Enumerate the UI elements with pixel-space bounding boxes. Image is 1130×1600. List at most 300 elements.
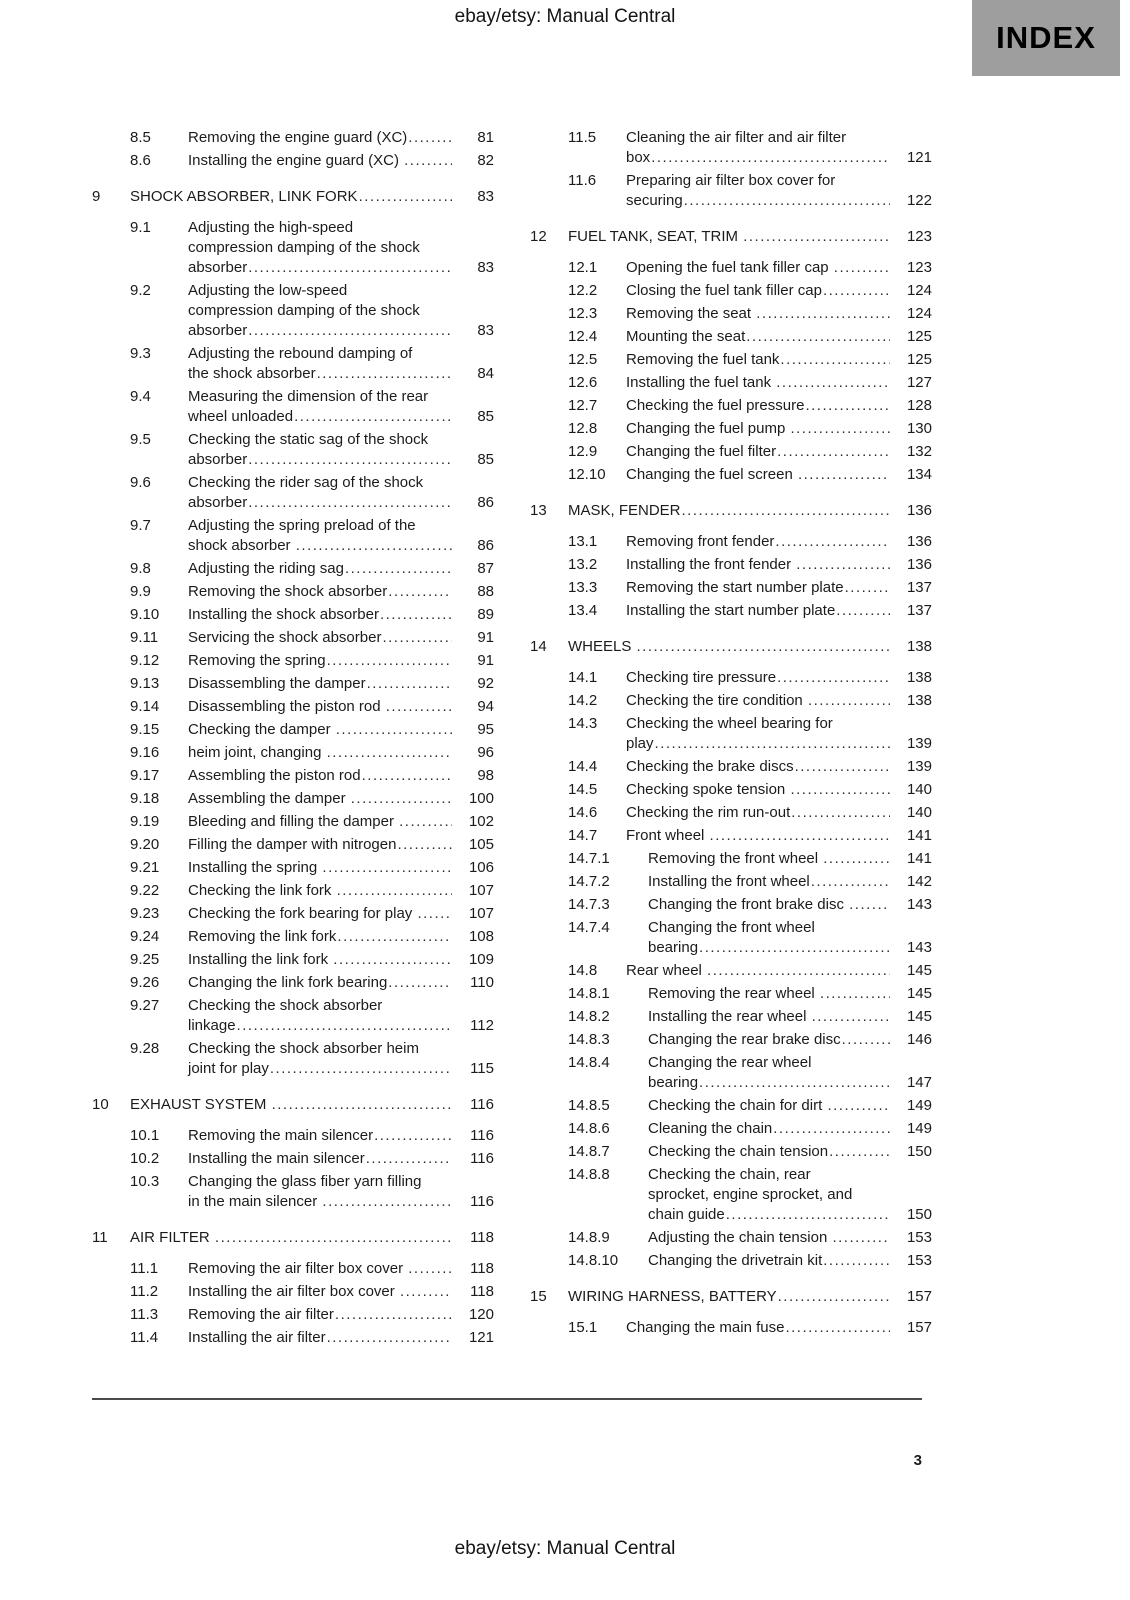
dot-leader-icon (755, 304, 890, 324)
toc-title-text: Installing the main silencer (188, 1150, 365, 1167)
toc-entry-number: 13 (530, 502, 547, 519)
toc-chapter-row (92, 1095, 494, 1115)
toc-entry-number: 14.8.8 (568, 1166, 610, 1183)
toc-entry-row (568, 714, 932, 754)
toc-title-text: Removing the link fork (188, 928, 337, 945)
toc-title-text: Changing the main fuse (626, 1319, 785, 1336)
toc-entry-title (130, 1228, 452, 1248)
toc-title-line (568, 501, 890, 521)
dot-leader-icon (784, 1318, 890, 1338)
toc-title-text: Installing the fuel tank (626, 374, 776, 391)
toc-entry-row (568, 1318, 932, 1338)
toc-title-line: Changing the rear wheel (648, 1054, 812, 1071)
toc-entry-number: 12.6 (568, 374, 598, 391)
toc-title-line (130, 187, 452, 207)
toc-title-text: Changing the fuel filter (626, 443, 777, 460)
dot-leader-icon (321, 858, 452, 878)
toc-entry-page: 125 (906, 328, 932, 345)
toc-title-line (188, 1126, 452, 1146)
toc-title-text: box (626, 149, 651, 166)
table-of-contents (92, 128, 932, 1351)
toc-entry-page: 136 (906, 502, 932, 519)
toc-chapter-row (530, 501, 932, 521)
toc-title-line (568, 227, 890, 247)
toc-entry-title (648, 984, 890, 1004)
toc-title-line: Adjusting the spring preload of the (188, 517, 416, 534)
toc-entry-number: 9.4 (130, 388, 151, 405)
dot-leader-icon (742, 227, 890, 247)
toc-entry-number: 14.2 (568, 692, 598, 709)
toc-title-text: Installing the spring (188, 859, 322, 876)
toc-title-line (188, 258, 452, 278)
toc-entry-number: 14.8.10 (568, 1252, 619, 1269)
toc-entry-page: 150 (906, 1143, 932, 1160)
toc-entry-row (568, 1142, 932, 1162)
toc-entry-title (626, 396, 890, 416)
toc-entry-title (648, 1228, 890, 1248)
dot-leader-icon (774, 532, 890, 552)
toc-entry-page: 116 (470, 1150, 494, 1167)
toc-entry-number: 9.1 (130, 219, 151, 236)
toc-entry-row (568, 578, 932, 598)
toc-entry-row (130, 950, 494, 970)
toc-title-line (648, 1119, 890, 1139)
toc-entry-number: 9.15 (130, 721, 160, 738)
toc-title-line (626, 780, 890, 800)
dot-leader-icon (344, 559, 452, 579)
dot-leader-icon (293, 407, 452, 427)
dot-leader-icon (399, 1282, 452, 1302)
toc-entry-title (188, 927, 452, 947)
dot-leader-icon (810, 872, 890, 892)
toc-title-line (626, 757, 890, 777)
toc-entry-number: 9.9 (130, 583, 151, 600)
toc-entry-title (648, 918, 890, 958)
toc-entry-title (188, 1126, 452, 1146)
dot-leader-icon (271, 1095, 452, 1115)
toc-entry-number: 11 (92, 1229, 108, 1246)
toc-entry-row (568, 1096, 932, 1116)
toc-entry-page: 124 (906, 282, 932, 299)
toc-entry-title (188, 904, 452, 924)
toc-entry-title (568, 501, 890, 521)
dot-leader-icon (403, 151, 452, 171)
toc-title-line (188, 720, 452, 740)
toc-title-text: securing (626, 192, 683, 209)
toc-entry-row (568, 327, 932, 347)
dot-leader-icon (326, 1328, 452, 1348)
toc-entry-page: 121 (906, 149, 932, 166)
toc-entry-number: 9.27 (130, 997, 160, 1014)
toc-chapter-row (530, 637, 932, 657)
toc-title-line (648, 1073, 890, 1093)
dot-leader-icon (387, 582, 452, 602)
dot-leader-icon (236, 1016, 452, 1036)
dot-leader-icon (698, 1073, 890, 1093)
toc-title-line (648, 938, 890, 958)
toc-title-line: Adjusting the high-speed (188, 219, 354, 236)
toc-entry-row (130, 651, 494, 671)
toc-entry-number: 14.8.5 (568, 1097, 610, 1114)
toc-entry-page: 140 (906, 804, 932, 821)
toc-entry-row (130, 858, 494, 878)
toc-title-text: Removing the air filter box cover (188, 1260, 408, 1277)
toc-title-text: Removing the front wheel (648, 850, 823, 867)
toc-entry-number: 13.4 (568, 602, 598, 619)
toc-entry-page: 88 (477, 583, 494, 600)
toc-title-line (188, 973, 452, 993)
toc-title-text: Checking the fork bearing for play (188, 905, 417, 922)
toc-entry-page: 153 (906, 1229, 932, 1246)
toc-entry-page: 149 (906, 1097, 932, 1114)
dot-leader-icon (385, 697, 452, 717)
dot-leader-icon (654, 734, 890, 754)
toc-entry-row (130, 1126, 494, 1146)
dot-leader-icon (361, 766, 452, 786)
toc-entry-title (568, 1287, 890, 1307)
toc-title-line: Measuring the dimension of the rear (188, 388, 429, 405)
toc-title-text: absorber (188, 451, 248, 468)
toc-title-text: Bleeding and filling the damper (188, 813, 399, 830)
toc-entry-title (188, 1282, 452, 1302)
toc-entry-number: 11.3 (130, 1306, 159, 1323)
toc-entry-number: 14.7 (568, 827, 598, 844)
dot-leader-icon (789, 419, 890, 439)
toc-title-line (568, 1287, 890, 1307)
toc-entry-page: 83 (477, 322, 494, 339)
toc-entry-row (130, 151, 494, 171)
toc-entry-row (568, 1228, 932, 1248)
dot-leader-icon (848, 895, 890, 915)
toc-entry-page: 86 (477, 494, 494, 511)
dot-leader-icon (381, 628, 452, 648)
toc-title-text: Removing the spring (188, 652, 326, 669)
toc-title-text: Changing the fuel screen (626, 466, 797, 483)
toc-entry-row (130, 1328, 494, 1348)
toc-entry-page: 81 (477, 129, 494, 146)
toc-title-line (130, 1095, 452, 1115)
toc-entry-number: 11.4 (130, 1329, 159, 1346)
toc-entry-title (626, 258, 890, 278)
toc-entry-row (130, 996, 494, 1036)
toc-title-line (626, 734, 890, 754)
toc-entry-number: 9 (92, 188, 101, 205)
dot-leader-icon (844, 578, 890, 598)
toc-title-line: Adjusting the low-speed (188, 282, 348, 299)
toc-entry-number: 13.3 (568, 579, 598, 596)
dot-leader-icon (776, 668, 890, 688)
toc-entry-title (188, 387, 452, 427)
toc-entry-row (130, 387, 494, 427)
dot-leader-icon (819, 984, 890, 1004)
toc-title-text: Removing the main silencer (188, 1127, 374, 1144)
toc-title-line: compression damping of the shock (188, 302, 420, 319)
toc-title-text: joint for play (188, 1060, 269, 1077)
toc-entry-row (568, 128, 932, 168)
toc-entry-row (130, 904, 494, 924)
toc-title-text: absorber (188, 259, 248, 276)
toc-entry-page: 95 (477, 721, 494, 738)
toc-entry-title (626, 373, 890, 393)
toc-entry-number: 14.8.2 (568, 1008, 610, 1025)
toc-title-text: SHOCK ABSORBER, LINK FORK (130, 188, 358, 205)
toc-entry-page: 110 (470, 974, 494, 991)
toc-entry-number: 9.3 (130, 345, 151, 362)
toc-title-text: Assembling the damper (188, 790, 350, 807)
toc-entry-title (626, 757, 890, 777)
toc-entry-page: 145 (906, 985, 932, 1002)
toc-entry-number: 8.5 (130, 129, 151, 146)
toc-title-line: Checking the rider sag of the shock (188, 474, 424, 491)
toc-entry-number: 15 (530, 1288, 547, 1305)
toc-entry-title (648, 1053, 890, 1093)
toc-title-text: Removing the start number plate (626, 579, 844, 596)
toc-entry-number: 14.8.6 (568, 1120, 610, 1137)
toc-title-line (626, 396, 890, 416)
toc-title-line: Checking the shock absorber heim (188, 1040, 419, 1057)
toc-title-line (188, 582, 452, 602)
toc-entry-number: 14.7.3 (568, 896, 610, 913)
toc-entry-title (626, 327, 890, 347)
toc-entry-number: 9.16 (130, 744, 160, 761)
toc-entry-page: 82 (477, 152, 494, 169)
toc-entry-row (568, 1165, 932, 1225)
toc-entry-row (130, 812, 494, 832)
toc-title-line (626, 803, 890, 823)
toc-title-line (626, 442, 890, 462)
toc-entry-page: 85 (477, 408, 494, 425)
toc-entry-page: 130 (906, 420, 932, 437)
dot-leader-icon (775, 373, 890, 393)
dot-leader-icon (336, 881, 452, 901)
dot-leader-icon (776, 442, 890, 462)
dot-leader-icon (396, 835, 452, 855)
toc-entry-number: 15.1 (568, 1319, 598, 1336)
toc-entry-page: 146 (906, 1031, 932, 1048)
toc-entry-page: 107 (468, 882, 494, 899)
toc-entry-page: 122 (906, 192, 932, 209)
toc-entry-row (568, 304, 932, 324)
toc-title-text: Mounting the seat (626, 328, 746, 345)
toc-title-text: Installing the front wheel (648, 873, 810, 890)
toc-entry-number: 9.10 (130, 606, 160, 623)
dot-leader-icon (387, 973, 452, 993)
toc-entry-number: 14.5 (568, 781, 598, 798)
toc-entry-page: 143 (906, 896, 932, 913)
toc-title-text: Adjusting the chain tension (648, 1229, 832, 1246)
toc-entry-title (626, 304, 890, 324)
toc-title-line (626, 419, 890, 439)
toc-title-text: bearing (648, 1074, 699, 1091)
toc-title-line (188, 364, 452, 384)
toc-entry-row (130, 881, 494, 901)
toc-entry-row (130, 973, 494, 993)
toc-entry-row (130, 582, 494, 602)
toc-entry-page: 145 (906, 962, 932, 979)
toc-title-line (188, 559, 452, 579)
toc-title-line (188, 697, 452, 717)
toc-entry-title (626, 714, 890, 754)
toc-title-line: Changing the front wheel (648, 919, 815, 936)
toc-entry-page: 100 (468, 790, 494, 807)
toc-chapter-row (92, 187, 494, 207)
toc-entry-title (648, 872, 890, 892)
toc-entry-title (626, 442, 890, 462)
toc-entry-title (188, 812, 452, 832)
toc-title-text: absorber (188, 322, 248, 339)
toc-title-line (626, 691, 890, 711)
toc-title-line (648, 1142, 890, 1162)
dot-leader-icon (407, 1259, 452, 1279)
index-badge: INDEX (972, 0, 1120, 76)
toc-entry-row (130, 766, 494, 786)
toc-entry-page: 127 (906, 374, 932, 391)
toc-title-text: Opening the fuel tank filler cap (626, 259, 833, 276)
toc-entry-number: 9.28 (130, 1040, 160, 1057)
dot-leader-icon (321, 1192, 452, 1212)
toc-title-line (188, 950, 452, 970)
toc-entry-number: 12.5 (568, 351, 598, 368)
toc-title-text: Removing the rear wheel (648, 985, 819, 1002)
toc-entry-title (188, 1149, 452, 1169)
toc-entry-number: 14.4 (568, 758, 598, 775)
toc-entry-number: 12.4 (568, 328, 598, 345)
toc-entry-title (188, 743, 452, 763)
toc-title-line (188, 450, 452, 470)
toc-title-line (188, 536, 452, 556)
toc-entry-title (130, 1095, 452, 1115)
toc-entry-title (188, 835, 452, 855)
toc-entry-page: 140 (906, 781, 932, 798)
toc-entry-number: 9.14 (130, 698, 160, 715)
toc-entry-row (568, 918, 932, 958)
toc-title-line (188, 1059, 452, 1079)
toc-title-line (648, 849, 890, 869)
toc-title-text: Adjusting the riding sag (188, 560, 344, 577)
toc-title-line (626, 304, 890, 324)
toc-title-line (626, 578, 890, 598)
toc-entry-number: 14.7.2 (568, 873, 610, 890)
toc-entry-page: 96 (477, 744, 494, 761)
dot-leader-icon (336, 927, 452, 947)
toc-title-text: Changing the drivetrain kit (648, 1252, 823, 1269)
toc-title-text: Removing the air filter (188, 1306, 334, 1323)
toc-entry-page: 132 (906, 443, 932, 460)
toc-title-text: Checking the chain for dirt (648, 1097, 827, 1114)
toc-title-text: Installing the start number plate (626, 602, 836, 619)
toc-entry-page: 108 (468, 928, 494, 945)
toc-title-line (188, 605, 452, 625)
toc-entry-page: 149 (906, 1120, 932, 1137)
toc-column-left (92, 128, 494, 1351)
toc-entry-title (188, 582, 452, 602)
toc-title-line (626, 465, 890, 485)
toc-title-line (648, 984, 890, 1004)
header-title: ebay/etsy: Manual Central (454, 6, 676, 27)
toc-title-line (188, 927, 452, 947)
toc-title-line (626, 148, 890, 168)
toc-title-text: Servicing the shock absorber (188, 629, 382, 646)
toc-entry-row (130, 628, 494, 648)
toc-entry-title (626, 555, 890, 575)
toc-title-text: bearing (648, 939, 699, 956)
toc-entry-title (188, 1259, 452, 1279)
dot-leader-icon (416, 904, 452, 924)
toc-title-text: Installing the engine guard (XC) (188, 152, 404, 169)
toc-title-text: Rear wheel (626, 962, 707, 979)
toc-entry-row (568, 258, 932, 278)
toc-entry-row (130, 789, 494, 809)
toc-entry-title (648, 1007, 890, 1027)
toc-chapter-row (92, 1228, 494, 1248)
toc-entry-page: 137 (906, 579, 932, 596)
dot-leader-icon (822, 1251, 890, 1271)
toc-title-text: Removing the seat (626, 305, 756, 322)
toc-title-text: FUEL TANK, SEAT, TRIM (568, 228, 743, 245)
toc-entry-number: 9.13 (130, 675, 160, 692)
toc-entry-title (626, 803, 890, 823)
toc-entry-number: 9.24 (130, 928, 160, 945)
toc-entry-title (188, 344, 452, 384)
toc-entry-page: 107 (468, 905, 494, 922)
page-number: 3 (913, 1452, 922, 1469)
toc-title-line (188, 743, 452, 763)
toc-entry-row (130, 128, 494, 148)
toc-title-text: shock absorber (188, 537, 295, 554)
toc-title-text: absorber (188, 494, 248, 511)
toc-entry-page: 150 (906, 1206, 932, 1223)
toc-title-text: Assembling the piston rod (188, 767, 361, 784)
dot-leader-icon (795, 555, 890, 575)
toc-title-text: Checking the damper (188, 721, 335, 738)
toc-entry-number: 12.10 (568, 466, 606, 483)
toc-entry-row (568, 826, 932, 846)
toc-title-text: chain guide (648, 1206, 725, 1223)
toc-title-line (188, 1016, 452, 1036)
toc-entry-number: 10.1 (130, 1127, 160, 1144)
toc-title-text: Disassembling the damper (188, 675, 366, 692)
toc-title-text: WIRING HARNESS, BATTERY (568, 1288, 777, 1305)
toc-entry-title (188, 559, 452, 579)
toc-entry-number: 9.19 (130, 813, 160, 830)
toc-entry-number: 14.1 (568, 669, 598, 686)
toc-entry-page: 91 (477, 629, 494, 646)
toc-entry-row (568, 442, 932, 462)
toc-entry-number: 9.8 (130, 560, 151, 577)
toc-entry-page: 118 (470, 1229, 494, 1246)
toc-entry-page: 118 (470, 1283, 494, 1300)
toc-entry-page: 116 (470, 1096, 494, 1113)
toc-title-text: Checking the tire condition (626, 692, 807, 709)
dot-leader-icon (772, 1119, 890, 1139)
toc-title-line (626, 373, 890, 393)
toc-title-line (188, 628, 452, 648)
toc-entry-row (130, 1259, 494, 1279)
toc-entry-row (130, 1282, 494, 1302)
toc-entry-title (626, 961, 890, 981)
toc-entry-title (188, 858, 452, 878)
toc-entry-number: 9.17 (130, 767, 160, 784)
toc-entry-title (188, 628, 452, 648)
dot-leader-icon (807, 691, 890, 711)
toc-title-line (648, 872, 890, 892)
dot-leader-icon (247, 493, 452, 513)
toc-entry-row (130, 720, 494, 740)
dot-leader-icon (683, 191, 890, 211)
toc-title-line: Adjusting the rebound damping of (188, 345, 413, 362)
toc-entry-title (648, 1251, 890, 1271)
toc-entry-page: 141 (906, 850, 932, 867)
